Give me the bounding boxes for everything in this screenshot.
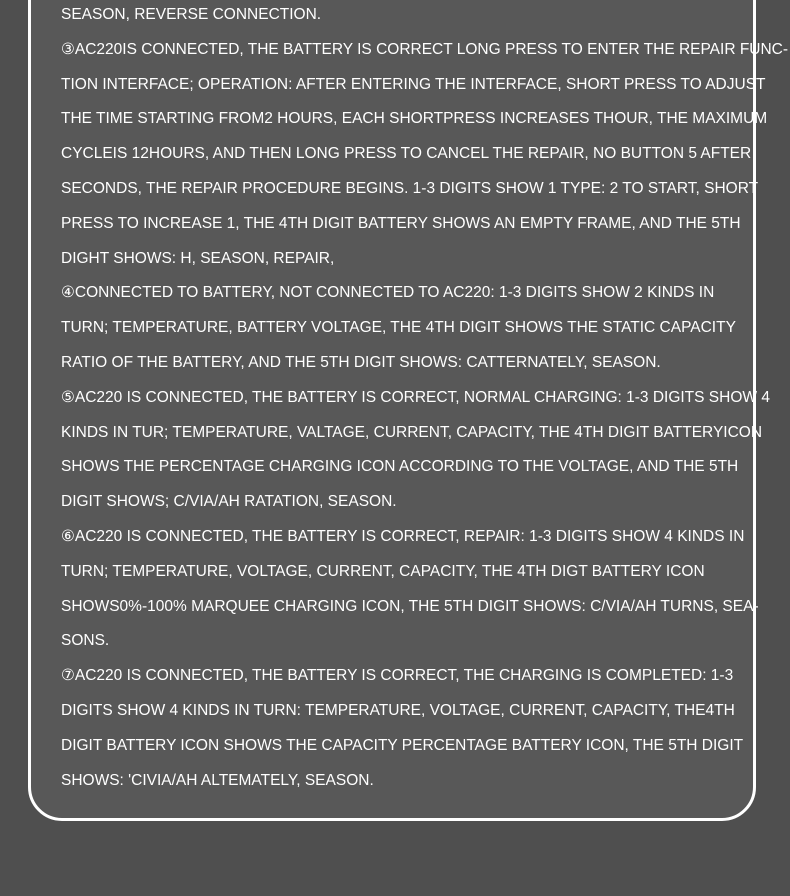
text-line: CYCLEIS 12HOURS, AND THEN LONG PRESS TO CANCEL THE REPAIR, NO BUTTON 5 AFTER bbox=[61, 145, 752, 163]
text-line: KINDS IN TUR; TEMPERATURE, VALTAGE, CURRENT, CAPACITY, THE 4TH DIGIT BATTERYICON bbox=[61, 423, 763, 441]
text-line: SHOWS0%-100% MARQUEE CHARGING ICON, THE 5TH DIGIT SHOWS: C/VIA/AH TURNS, SEA- bbox=[61, 597, 759, 615]
text-line: SONS. bbox=[61, 632, 110, 650]
text-line: ⑦AC220 IS CONNECTED, THE BATTERY IS CORRECT, THE CHARGING IS COMPLETED: 1-3 bbox=[61, 667, 734, 685]
text-line: DIGHT SHOWS: H, SEASON, REPAIR, bbox=[61, 249, 335, 267]
text-line: ⑥AC220 IS CONNECTED, THE BATTERY IS CORRECT, REPAIR: 1-3 DIGITS SHOW 4 KINDS IN bbox=[61, 527, 745, 545]
text-line: SHOWS THE PERCENTAGE CHARGING ICON ACCORDING TO THE VOLTAGE, AND THE 5TH bbox=[61, 458, 739, 476]
text-line: PRESS TO INCREASE 1, THE 4TH DIGIT BATTERY SHOWS AN EMPTY FRAME, AND THE 5TH bbox=[61, 214, 741, 232]
text-line: RATIO OF THE BATTERY, AND THE 5TH DIGIT SHOWS: CATTERNATELY, SEASON. bbox=[61, 353, 661, 371]
text-line: THE TIME STARTING FROM2 HOURS, EACH SHORTPRESS INCREASES THOUR, THE MAXIMUM bbox=[61, 110, 768, 128]
text-line: DIGITS SHOW 4 KINDS IN TURN: TEMPERATURE, VOLTAGE, CURRENT, CAPACITY, THE4TH bbox=[61, 701, 735, 719]
text-line: SHOWS: 'CIVIA/AH ALTEMATELY, SEASON. bbox=[61, 771, 374, 789]
text-line: ③AC220IS CONNECTED, THE BATTERY IS CORRECT LONG PRESS TO ENTER THE REPAIR FUNC- bbox=[61, 40, 789, 58]
text-line: DIGIT BATTERY ICON SHOWS THE CAPACITY PERCENTAGE BATTERY ICON, THE 5TH DIGIT bbox=[61, 736, 744, 754]
instruction-text bbox=[61, 0, 789, 798]
text-line: TION INTERFACE; OPERATION: AFTER ENTERING THE INTERFACE, SHORT PRESS TO ADJUST bbox=[61, 75, 766, 93]
text-line: ④CONNECTED TO BATTERY, NOT CONNECTED TO AC220: 1-3 DIGITS SHOW 2 KINDS IN bbox=[61, 284, 715, 302]
text-line: TURN; TEMPERATURE, VOLTAGE, CURRENT, CAPACITY, THE 4TH DIGT BATTERY ICON bbox=[61, 562, 705, 580]
text-line: DIGIT SHOWS; C/VIA/AH RATATION, SEASON. bbox=[61, 493, 397, 511]
text-line: ⑤AC220 IS CONNECTED, THE BATTERY IS CORRECT, NORMAL CHARGING: 1-3 DIGITS SHOW 4 bbox=[61, 388, 770, 406]
text-line: SECONDS, THE REPAIR PROCEDURE BEGINS. 1-3 DIGITS SHOW 1 TYPE: 2 TO START, SHORT bbox=[61, 179, 759, 197]
text-line: SEASON, REVERSE CONNECTION. bbox=[61, 6, 322, 23]
text-line: TURN; TEMPERATURE, BATTERY VOLTAGE, THE 4TH DIGIT SHOWS THE STATIC CAPACITY bbox=[61, 319, 736, 337]
